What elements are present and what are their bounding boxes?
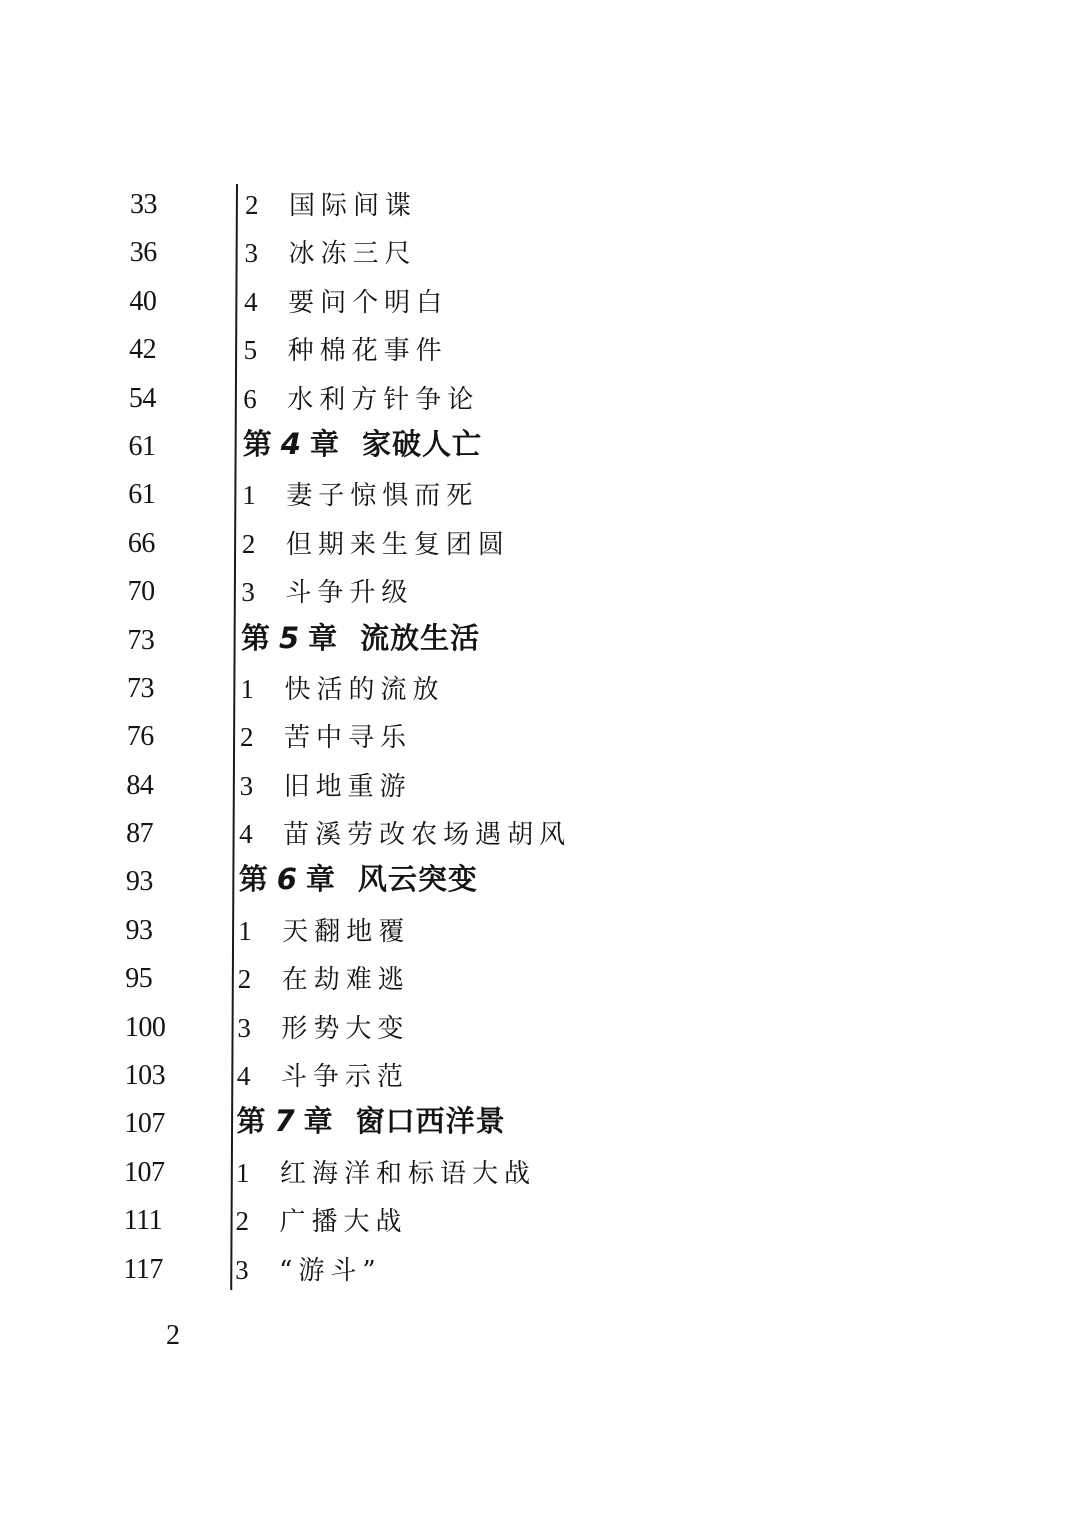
section-number: 3 (244, 238, 259, 269)
chapter-prefix: 第 (242, 426, 273, 461)
toc-section-row (124, 1004, 650, 1052)
chapter-number: 5 (278, 620, 301, 655)
toc-section-row (127, 520, 650, 568)
chapter-number: 6 (276, 862, 298, 897)
toc-page-number: 61 (128, 430, 156, 462)
toc-page-number: 40 (129, 285, 157, 317)
chapter-suffix: 章 (303, 1104, 334, 1139)
section-title: 快活的流放 (284, 674, 445, 705)
chapter-title: 流放生活 (360, 620, 481, 655)
toc-page-number: 61 (128, 479, 156, 511)
chapter-number: 4 (280, 426, 302, 461)
section-title: 苦中寻乐 (284, 723, 413, 754)
toc-page-number: 111 (123, 1205, 163, 1237)
section-title: 要问个明白 (288, 287, 449, 318)
toc-page-number: 33 (130, 189, 157, 220)
section-title: 苗溪劳改农场遇胡风 (283, 820, 572, 851)
section-entry (245, 187, 417, 227)
section-number: 3 (237, 1012, 251, 1043)
section-number: 5 (243, 335, 258, 366)
toc-page-number: 87 (126, 818, 154, 850)
toc-section-row (125, 907, 650, 955)
chapter-title: 风云突变 (357, 862, 478, 897)
section-title: 红海洋和标语大战 (280, 1158, 537, 1189)
section-entry (239, 816, 571, 856)
chapter-heading (239, 861, 478, 897)
section-title: “游斗” (279, 1255, 382, 1286)
toc-chapter-row (130, 423, 650, 471)
section-entry (243, 381, 479, 421)
section-entry (237, 1010, 409, 1050)
toc-page-number: 103 (124, 1060, 166, 1092)
section-number: 4 (244, 286, 258, 317)
section-entry (242, 477, 478, 517)
toc-section-row (127, 568, 650, 616)
toc-section-row (130, 229, 650, 277)
toc-page-number: 93 (125, 866, 153, 898)
toc-page-number: 93 (125, 914, 153, 946)
section-title: 国际间谍 (289, 191, 418, 221)
chapter-prefix: 第 (238, 862, 269, 897)
section-number: 2 (237, 964, 252, 995)
section-title: 广播大战 (279, 1207, 408, 1238)
chapter-prefix: 第 (240, 620, 271, 655)
toc-page-number: 100 (124, 1011, 166, 1043)
chapter-suffix: 章 (309, 426, 340, 461)
section-title: 斗争升级 (285, 578, 414, 609)
section-entry (238, 913, 410, 953)
section-entry (241, 671, 445, 711)
section-entry (236, 1155, 536, 1195)
section-entry (238, 961, 410, 1001)
toc-page-number: 70 (127, 576, 155, 608)
section-entry (237, 1058, 409, 1098)
section-entry (236, 1203, 408, 1243)
toc-page-number: 107 (124, 1156, 165, 1188)
section-entry (241, 574, 413, 614)
toc-section-row (130, 181, 650, 229)
toc-section-row (124, 1149, 650, 1197)
chapter-number: 7 (274, 1104, 296, 1139)
section-title: 旧地重游 (283, 771, 412, 802)
chapter-prefix: 第 (236, 1104, 267, 1139)
toc-page-number: 54 (128, 382, 156, 414)
section-title: 在劫难逃 (281, 965, 410, 996)
chapter-suffix: 章 (305, 862, 336, 897)
toc-section-row (124, 1052, 650, 1100)
section-number: 6 (243, 383, 257, 414)
toc-page-number: 84 (126, 769, 154, 801)
toc-section-row (123, 1197, 650, 1245)
chapter-heading (243, 426, 482, 462)
toc-section-row (126, 810, 650, 858)
section-number: 4 (236, 1061, 251, 1092)
table-of-contents (123, 181, 650, 1294)
section-entry (245, 235, 417, 275)
toc-page-number: 117 (123, 1253, 163, 1285)
chapter-suffix: 章 (308, 620, 339, 655)
chapter-heading (236, 1103, 505, 1139)
section-title: 水利方针争论 (287, 384, 480, 415)
section-entry (240, 768, 412, 808)
toc-chapter-row (124, 1100, 650, 1148)
toc-page-number: 36 (129, 237, 157, 269)
toc-chapter-row (127, 617, 650, 665)
section-title: 但期来生复团圆 (285, 529, 510, 560)
toc-chapter-row (125, 858, 650, 906)
section-entry (240, 719, 412, 759)
section-title: 种棉花事件 (287, 336, 448, 367)
section-title: 妻子惊惧而死 (286, 481, 479, 512)
section-number: 1 (242, 480, 256, 511)
section-title: 冰冻三尺 (288, 239, 417, 270)
section-number: 1 (236, 1157, 250, 1188)
toc-page-number: 95 (125, 963, 153, 995)
section-entry (242, 526, 510, 566)
toc-section-row (125, 955, 650, 1003)
section-entry (244, 332, 448, 372)
section-number: 3 (235, 1254, 249, 1285)
toc-page-number: 42 (129, 334, 157, 366)
toc-page-number: 76 (126, 721, 154, 753)
toc-page-number: 73 (127, 624, 155, 656)
section-number: 2 (245, 190, 259, 220)
section-title: 形势大变 (281, 1013, 410, 1044)
section-number: 4 (239, 819, 253, 850)
section-title: 斗争示范 (280, 1062, 409, 1093)
chapter-title: 家破人亡 (361, 426, 482, 461)
toc-section-row (130, 375, 650, 423)
toc-section-row (123, 1246, 650, 1294)
section-number: 2 (240, 722, 254, 753)
toc-page-number: 107 (124, 1108, 165, 1140)
footer-page-number: 2 (166, 1320, 180, 1351)
section-entry (244, 284, 448, 324)
toc-page-number: 73 (127, 672, 154, 704)
chapter-title: 窗口西洋景 (355, 1104, 506, 1139)
toc-section-row (126, 713, 650, 761)
toc-section-row (130, 326, 650, 374)
toc-section-row (130, 278, 650, 326)
section-number: 2 (241, 528, 256, 559)
section-title: 天翻地覆 (282, 916, 411, 947)
section-entry (235, 1252, 382, 1292)
toc-section-row (126, 762, 650, 810)
section-number: 1 (238, 915, 252, 946)
section-number: 2 (235, 1206, 250, 1237)
section-number: 3 (239, 770, 254, 801)
toc-page-number: 66 (127, 527, 155, 559)
section-number: 3 (241, 577, 255, 608)
chapter-heading (241, 620, 480, 656)
toc-section-row (130, 471, 650, 519)
section-number: 1 (240, 673, 254, 704)
toc-section-row (127, 665, 650, 713)
